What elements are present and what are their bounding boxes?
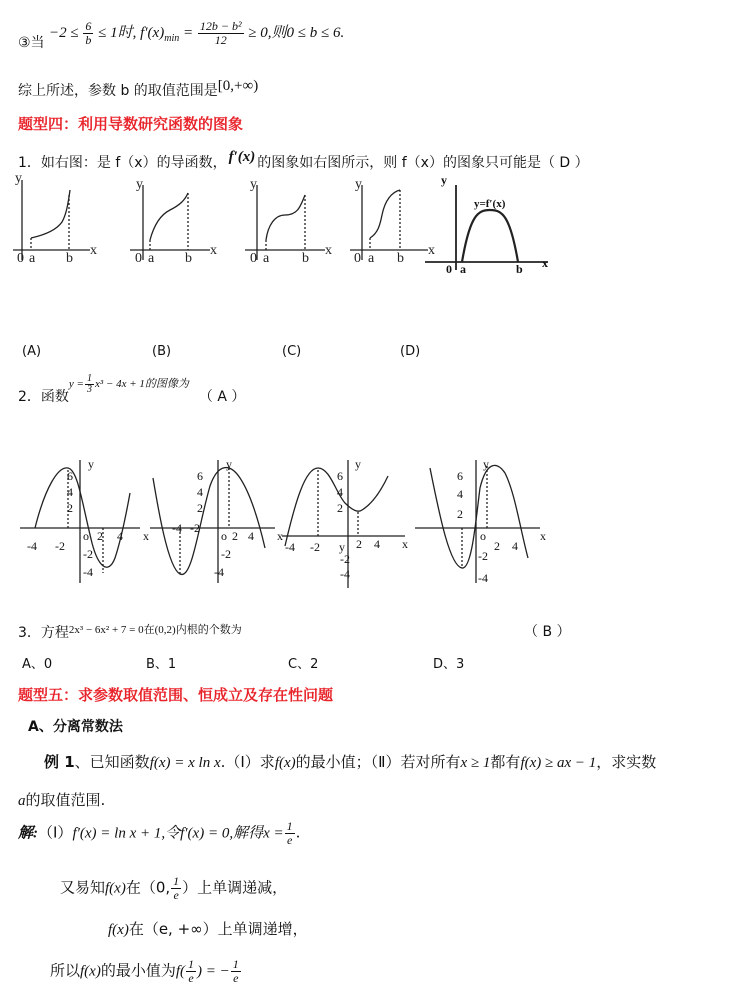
- sol-label: 解:: [18, 825, 38, 842]
- sol2-a: 又易知: [60, 878, 106, 897]
- gb-o: 0: [135, 251, 142, 266]
- summary-text: 综上所述，参数 b 的取值范围是: [18, 83, 218, 99]
- q2b-nx2: -2: [190, 521, 200, 535]
- cond-frac-den: b: [85, 33, 92, 47]
- q2a-nx2: -2: [55, 539, 65, 553]
- q3-opt-d: D、3: [433, 657, 465, 672]
- gd-x: x: [428, 243, 435, 258]
- gc-y: y: [250, 177, 257, 192]
- sol4-f2: f(: [175, 963, 186, 980]
- gp-fp: y=f′(x): [474, 198, 506, 210]
- gd-a: a: [368, 251, 375, 266]
- solution-line3: [108, 918, 308, 939]
- cond-frac-num: 6: [85, 19, 92, 33]
- q2c-2: 2: [337, 501, 343, 515]
- cond-frac2-num: 12b − b²: [199, 19, 242, 33]
- q2d-6: 6: [457, 469, 463, 483]
- sol4-n: 1: [188, 957, 195, 971]
- q2d-y: y: [483, 457, 489, 471]
- ga-x: x: [90, 243, 97, 258]
- q2-answer: （ A ）: [198, 389, 246, 405]
- q2d-n2: -2: [478, 549, 488, 563]
- q2b-6: 6: [197, 469, 203, 483]
- q2a-2: 2: [67, 501, 73, 515]
- q1-post: 的图象如右图所示，则 f（x）的图象只可能是（ D ）: [257, 155, 589, 171]
- sol4-frac2: [231, 958, 241, 985]
- gc-a: a: [263, 251, 270, 266]
- gd-b: b: [397, 251, 404, 266]
- gp-x: x: [542, 256, 548, 270]
- q3-opt-b: B、1: [146, 657, 177, 672]
- sol-dot: .: [295, 823, 301, 842]
- q3-answer: （ B ）: [524, 624, 571, 640]
- sol-deriv: f′(x) = ln x + 1,令f′(x) = 0,解得x =: [72, 825, 284, 842]
- q2c-4: 4: [337, 485, 343, 499]
- q3-opt-a: A、0: [22, 657, 53, 672]
- q2-fy: y =: [68, 378, 84, 390]
- q2c-o: y: [339, 540, 345, 554]
- sol2-d: e: [173, 888, 179, 902]
- q1-opt-a: (A): [22, 344, 42, 359]
- gc-b: b: [302, 251, 309, 266]
- q2a-n2: -2: [83, 547, 93, 561]
- ex1-a-var: a: [18, 793, 26, 809]
- q2c-n2: -2: [340, 552, 350, 566]
- q2a-p4: 4: [117, 529, 123, 543]
- q2c-p4: 4: [374, 537, 380, 551]
- q2d-p2: 2: [494, 539, 500, 553]
- ex1-ineq: f(x) ≥ ax − 1: [520, 755, 597, 771]
- gd-y: y: [355, 177, 362, 192]
- cond-pre: −2 ≤: [49, 24, 79, 41]
- heading-type5: 题型五：求参数取值范围、恒成立及存在性问题: [18, 686, 334, 704]
- cond-frac: [83, 20, 93, 47]
- solution-line2: [60, 875, 287, 902]
- sol-frac-d: e: [286, 833, 293, 847]
- q2a-x: x: [143, 529, 149, 543]
- solution-line4: [50, 958, 242, 985]
- q2-frac: [85, 374, 94, 395]
- sol4-frac: [186, 958, 196, 985]
- q2b-p2: 2: [232, 529, 238, 543]
- q2a-o: o: [83, 529, 89, 543]
- q2b-x: x: [277, 529, 283, 543]
- q3-prefix: 3．方程: [18, 625, 69, 641]
- q2-prefix: 2．函数: [18, 389, 69, 405]
- ga-y: y: [15, 171, 22, 186]
- sol2-f: f(x): [105, 880, 126, 897]
- q1-opt-b: (B): [152, 344, 172, 359]
- summary-range: [0,+∞): [217, 78, 259, 94]
- gp-a: a: [460, 262, 466, 276]
- q1-pre: 1．如右图：是 f（x）的导函数，: [18, 155, 227, 171]
- q2-graphs: [0, 448, 735, 598]
- gb-x: x: [210, 243, 217, 258]
- q2b-n4: -4: [214, 565, 224, 579]
- example1-label: 例 1: [44, 753, 75, 771]
- gb-b: b: [185, 251, 192, 266]
- sol2-n: 1: [173, 874, 180, 888]
- sol3-f: f(x): [108, 922, 129, 938]
- ex1-b: .（Ⅰ）求: [220, 753, 275, 771]
- gp-b: b: [516, 262, 523, 276]
- q2b-4: 4: [197, 485, 203, 499]
- gp-o: 0: [446, 262, 452, 276]
- q2b-nx4: -4: [172, 521, 182, 535]
- q1-opt-d: (D): [400, 344, 421, 359]
- cond-mid: ≤ 1时, f′(x): [98, 24, 165, 41]
- sol4-n2: 1: [232, 957, 239, 971]
- q2a-n4: -4: [83, 565, 93, 579]
- summary-line: [18, 80, 258, 100]
- q1-fprime: f′(x): [228, 149, 256, 165]
- ex1-d: 都有: [490, 753, 521, 771]
- q2b-p4: 4: [248, 529, 254, 543]
- sol-frac: [285, 820, 295, 847]
- heading-type4: 题型四：利用导数研究函数的图象: [18, 115, 244, 133]
- sol4-b: 的最小值为: [100, 961, 176, 980]
- sol-part1: （Ⅰ）: [38, 823, 73, 842]
- q2b-o: o: [221, 529, 227, 543]
- sol4-c: ) = −: [197, 963, 230, 980]
- cond-sub: min: [164, 32, 180, 44]
- ga-b: b: [66, 251, 73, 266]
- gb-y: y: [136, 177, 143, 192]
- ex1-e: ，求实数: [596, 753, 657, 771]
- case3-math: [49, 19, 345, 47]
- q2c-p2: 2: [356, 537, 362, 551]
- ga-o: 0: [17, 251, 24, 266]
- sol4-a: 所以: [50, 961, 81, 980]
- q2d-o: o: [480, 529, 486, 543]
- sol-frac-n: 1: [286, 819, 293, 833]
- q2c-x: x: [402, 537, 408, 551]
- q2-formula: [68, 372, 189, 395]
- q2c-y: y: [355, 457, 361, 471]
- q2a-p2: 2: [97, 529, 103, 543]
- ga-a: a: [29, 251, 36, 266]
- case3-line: [18, 19, 345, 51]
- sol2-frac: [171, 875, 181, 902]
- gc-x: x: [325, 243, 332, 258]
- ex1-fx: f(x): [274, 755, 296, 771]
- q2-text: [18, 372, 246, 405]
- cond-eq: =: [182, 24, 194, 41]
- q2b-2: 2: [197, 501, 203, 515]
- q2a-4: 4: [67, 485, 73, 499]
- q3-opt-c: C、2: [288, 657, 319, 672]
- ex1-range: 的取值范围.: [25, 791, 106, 809]
- case3-label: ③当: [18, 34, 45, 51]
- q1-opt-c: (C): [282, 344, 302, 359]
- gd-o: 0: [354, 251, 361, 266]
- q2-frac-n: 1: [86, 372, 92, 384]
- q2d-p4: 4: [512, 539, 518, 553]
- q2c-n4: -4: [340, 567, 350, 581]
- sol4-d2: e: [233, 971, 239, 985]
- gb-a: a: [148, 251, 155, 266]
- solution-line1: [18, 820, 300, 847]
- cond-frac2: [198, 20, 244, 47]
- gp-y: y: [441, 173, 447, 187]
- subheading-a: A、分离常数法: [28, 719, 123, 735]
- example1-line2: [18, 789, 105, 810]
- cond-post: ≥ 0,则0 ≤ b ≤ 6.: [248, 24, 345, 41]
- q2a-nx4: -4: [27, 539, 37, 553]
- gc-o: 0: [250, 251, 257, 266]
- q1-text: [18, 149, 589, 172]
- sol2-c: ）上单调递减，: [182, 878, 288, 897]
- q2d-n4: -4: [478, 571, 488, 585]
- ex1-c: 的最小值；（Ⅱ）若对所有: [295, 753, 461, 771]
- sol2-b: 在（0,: [125, 878, 171, 897]
- ex1-a: 、已知函数: [74, 753, 150, 771]
- q2d-x: x: [540, 529, 546, 543]
- q3-formula: 2x³ − 6x² + 7 = 0在(0,2)内根的个数为: [68, 624, 242, 636]
- example1-line1: [44, 751, 656, 772]
- sol3-b: 在（e, +∞）上单调递增，: [128, 920, 308, 938]
- ex1-cond: x ≥ 1: [460, 755, 491, 771]
- q2b-y: y: [226, 457, 232, 471]
- sol4-d: e: [188, 971, 194, 985]
- q2-frest: x³ − 4x + 1的图像为: [94, 378, 189, 390]
- q3-text: [18, 618, 242, 641]
- ex1-f: f(x) = x ln x: [149, 755, 221, 771]
- q2c-6: 6: [337, 469, 343, 483]
- q2d-2: 2: [457, 507, 463, 521]
- q2d-4: 4: [457, 487, 463, 501]
- q2a-6: 6: [67, 469, 73, 483]
- q1-graphs: [0, 170, 735, 290]
- q2c-nx4: -4: [285, 540, 295, 554]
- q2-frac-d: 3: [86, 383, 92, 395]
- cond-frac2-den: 12: [214, 33, 227, 47]
- sol4-f: f(x): [80, 963, 101, 980]
- q2c-nx2: -2: [310, 540, 320, 554]
- q2b-n2: -2: [221, 547, 231, 561]
- q2a-y: y: [88, 457, 94, 471]
